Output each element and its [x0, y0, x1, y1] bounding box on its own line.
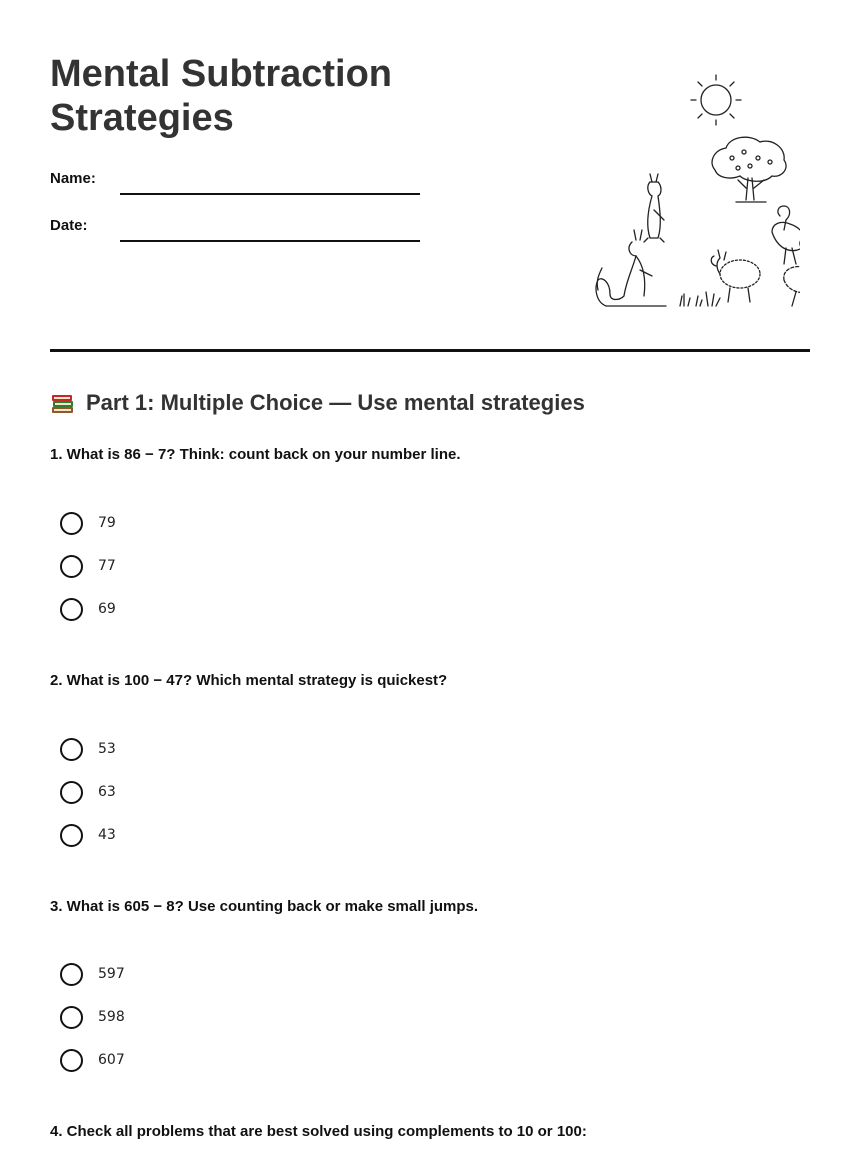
radio-button[interactable] — [60, 1006, 83, 1029]
australian-animals-illustration — [540, 70, 800, 310]
date-line[interactable] — [120, 222, 420, 242]
emu-top-icon — [772, 206, 800, 264]
option-label: 597 — [98, 966, 125, 982]
worksheet-header — [50, 52, 810, 352]
radio-button[interactable] — [60, 512, 83, 535]
question-1-option-2[interactable] — [60, 554, 116, 578]
radio-button[interactable] — [60, 963, 83, 986]
radio-button[interactable] — [60, 781, 83, 804]
question-3-prompt: 3. What is 605 − 8? Use counting back or make small jumps. — [50, 898, 479, 915]
question-2-option-1[interactable] — [60, 737, 116, 761]
section-title-text: Part 1: Multiple Choice — Use mental strategies — [86, 390, 585, 415]
option-label: 43 — [98, 827, 116, 843]
radio-button[interactable] — [60, 824, 83, 847]
radio-button[interactable] — [60, 1049, 83, 1072]
radio-button[interactable] — [60, 598, 83, 621]
option-label: 53 — [98, 741, 116, 757]
grass-icon — [680, 292, 800, 306]
question-2-prompt: 2. What is 100 − 47? Which mental strategy is quickest? — [50, 672, 448, 689]
tree-icon — [712, 137, 786, 202]
kangaroo-large-icon — [596, 230, 666, 306]
books-icon — [50, 390, 76, 416]
question-2-option-3[interactable] — [60, 823, 116, 847]
date-field[interactable] — [50, 217, 420, 234]
question-1-prompt: 1. What is 86 − 7? Think: count back on your number line. — [50, 446, 461, 463]
option-label: 607 — [98, 1052, 125, 1068]
question-3-option-1[interactable] — [60, 962, 125, 986]
sun-icon — [691, 75, 741, 125]
option-label: 79 — [98, 515, 116, 531]
option-label: 63 — [98, 784, 116, 800]
header-divider — [50, 349, 810, 352]
question-1-option-3[interactable] — [60, 597, 116, 621]
radio-button[interactable] — [60, 555, 83, 578]
option-label: 69 — [98, 601, 116, 617]
name-label: Name: — [50, 170, 96, 187]
date-label: Date: — [50, 217, 88, 234]
question-3-option-2[interactable] — [60, 1005, 125, 1029]
question-4-prompt: 4. Check all problems that are best solved using complements to 10 or 100: — [50, 1123, 587, 1140]
option-label: 598 — [98, 1009, 125, 1025]
kangaroo-small-icon — [644, 174, 664, 242]
worksheet-title: Mental Subtraction Strategies — [50, 53, 393, 139]
name-field[interactable] — [50, 170, 420, 187]
question-1-option-1[interactable] — [60, 511, 116, 535]
radio-button[interactable] — [60, 738, 83, 761]
name-line[interactable] — [120, 175, 420, 195]
question-2-option-2[interactable] — [60, 780, 116, 804]
question-3-option-3[interactable] — [60, 1048, 125, 1072]
section-title — [50, 390, 585, 416]
option-label: 77 — [98, 558, 116, 574]
echidna-icon — [711, 250, 760, 302]
